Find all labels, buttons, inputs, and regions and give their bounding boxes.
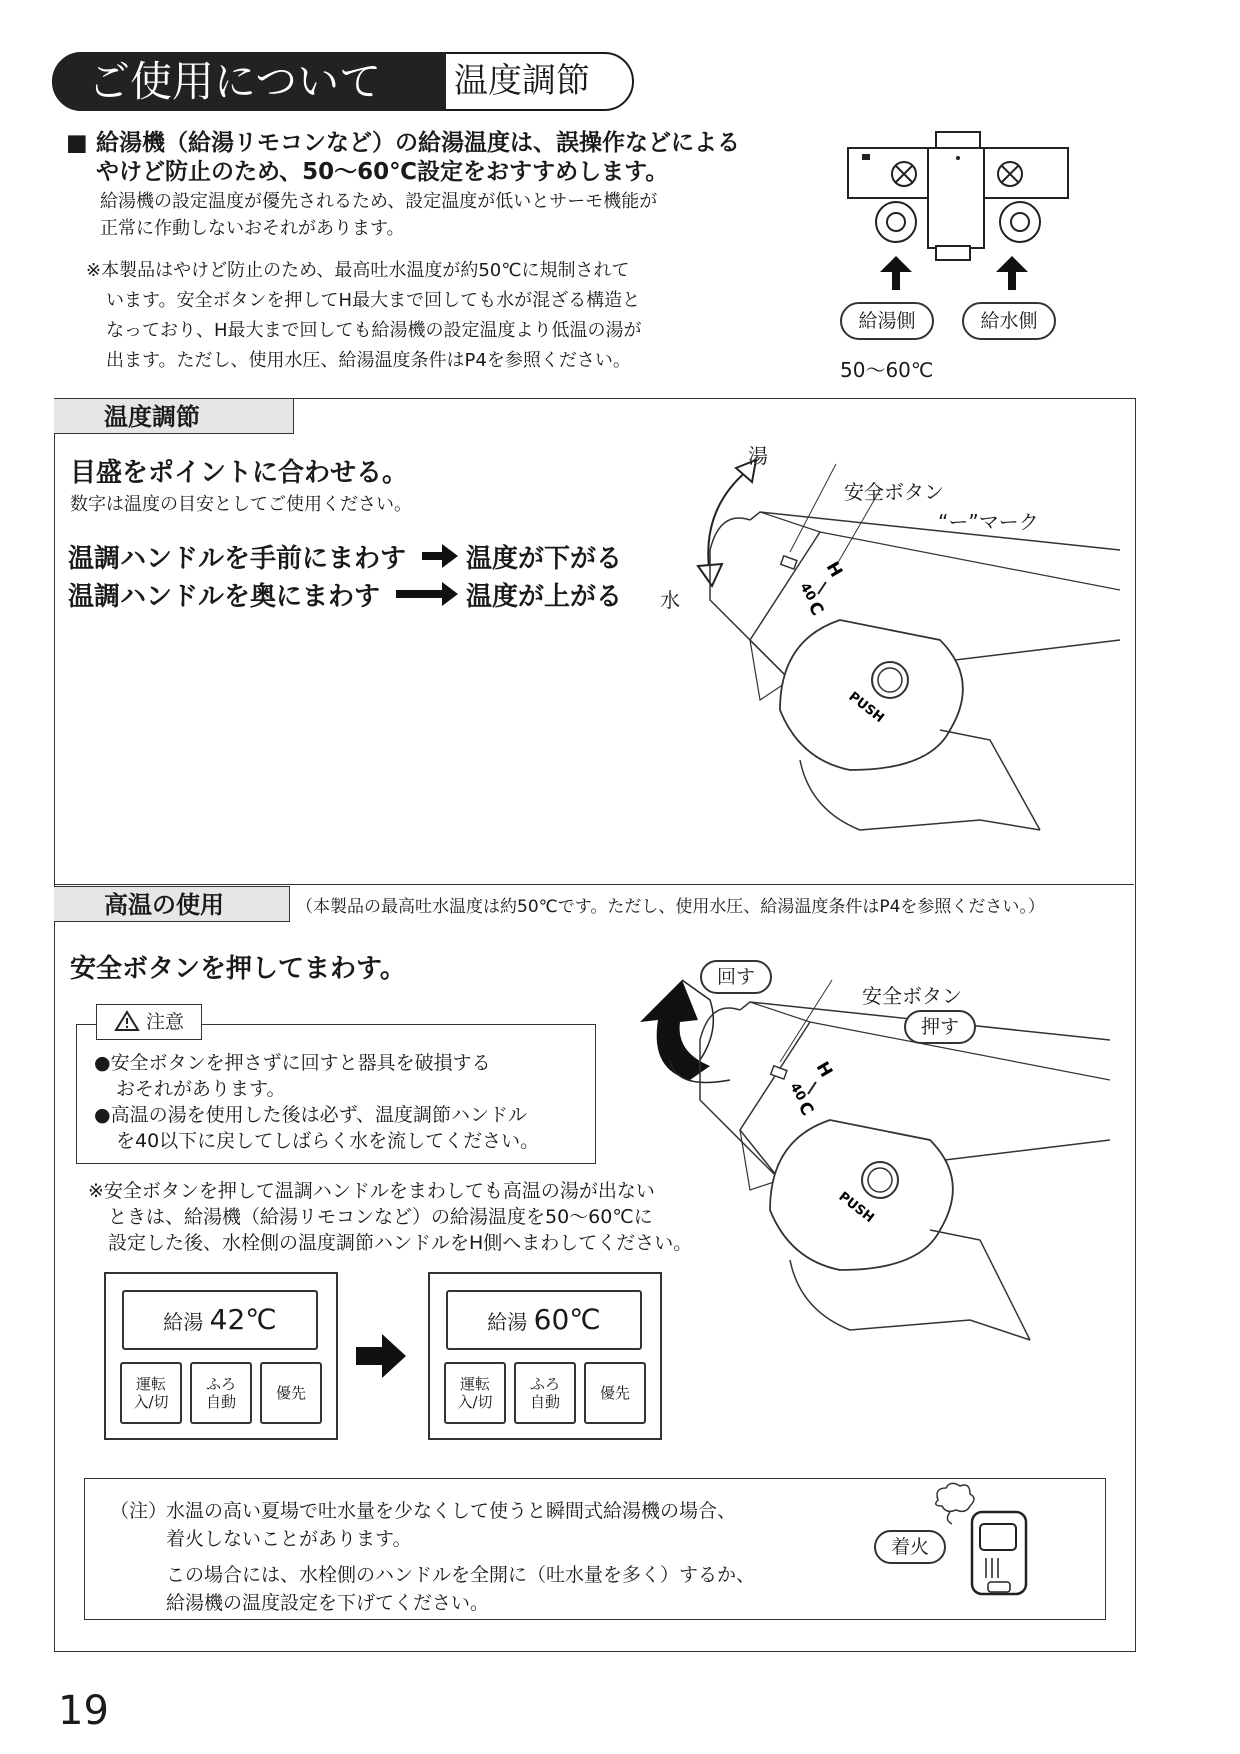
high-temp-note3: 設定した後、水栓側の温度調節ハンドルをH側へまわしてください。	[108, 1232, 693, 1254]
hot-dir-label: 湯	[748, 444, 768, 468]
section-divider	[54, 884, 1134, 885]
btn-power-top: 運転	[459, 1375, 490, 1393]
intro-line1: 給湯機（給湯リモコンなど）の給湯温度は、誤操作などによる	[96, 130, 740, 156]
intro-note1: ※本製品はやけど防止のため、最高吐水温度が約50℃に規制されて	[86, 260, 630, 281]
bottom-note-line4: 給湯機の温度設定を下げてください。	[166, 1592, 490, 1614]
btn-priority: 優先	[275, 1384, 306, 1402]
btn-power-bottom: 入/切	[133, 1393, 169, 1411]
remote-after-bath-button	[514, 1362, 576, 1424]
bottom-note-prefix: （注）	[110, 1500, 168, 1522]
safety-button-icon	[781, 556, 797, 569]
dial-40-2: 40	[786, 1080, 809, 1104]
safety-button-label-2: 安全ボタン	[862, 984, 962, 1008]
btn-priority: 優先	[599, 1384, 630, 1402]
dial-c: C	[803, 598, 828, 620]
caution-title-text: 注意	[146, 1011, 185, 1033]
remote-before-priority-button	[260, 1362, 322, 1424]
temp-sub: 数字は温度の目安としてご使用ください。	[70, 494, 412, 515]
remote-before-screen	[122, 1290, 318, 1350]
remote-after-label: 給湯	[487, 1310, 528, 1334]
up-arrows	[858, 254, 1048, 294]
hot-side-label: 給湯側	[840, 302, 934, 340]
safety-button-label-1: 安全ボタン	[844, 480, 944, 504]
rule2-left: 温調ハンドルを奥にまわす	[68, 582, 381, 612]
warning-triangle-icon	[114, 1010, 140, 1032]
high-temp-note1: ※安全ボタンを押して温調ハンドルをまわしても高温の湯が出ない	[88, 1180, 655, 1202]
remote-before	[104, 1272, 338, 1440]
high-temp-note2: ときは、給湯機（給湯リモコンなど）の給湯温度を50〜60℃に	[108, 1206, 653, 1228]
cold-side-label: 給水側	[962, 302, 1056, 340]
bottom-note-line1: 水温の高い夏場で吐水量を少なくして使うと瞬間式給湯機の場合、	[166, 1500, 737, 1522]
page-number: 19	[58, 1688, 109, 1734]
cold-up-arrow-icon	[996, 256, 1028, 290]
remote-arrow-icon	[356, 1334, 406, 1378]
temp-section-tab: 温度調節	[54, 398, 294, 434]
caution-title	[96, 1004, 202, 1040]
rule1-arrow-icon	[422, 544, 458, 568]
bottom-note-line3: この場合には、水栓側のハンドルを全開に（吐水量を多く）するか、	[166, 1564, 756, 1586]
page-title: ご使用について	[52, 52, 446, 111]
remote-after-screen	[446, 1290, 642, 1350]
page-subtitle: 温度調節	[454, 61, 590, 101]
btn-power-bottom: 入/切	[457, 1393, 493, 1411]
high-temp-heading: 安全ボタンを押してまわす。	[70, 954, 406, 984]
remote-before-bath-button	[190, 1362, 252, 1424]
push-label-2: PUSH	[835, 1189, 877, 1226]
dial-40: 40	[796, 580, 819, 604]
remote-after-priority-button	[584, 1362, 646, 1424]
remote-before-power-button	[120, 1362, 182, 1424]
safety-button-icon	[771, 1066, 787, 1079]
cold-dir-label: 水	[660, 588, 680, 612]
rotate-label: 回す	[700, 960, 772, 994]
high-temp-section-tab: 高温の使用	[54, 886, 290, 922]
push-label: PUSH	[845, 689, 887, 726]
faucet-illustration	[840, 130, 1080, 270]
handle-illustration-2	[610, 960, 1110, 1350]
intro-line2: やけど防止のため、50〜60℃設定をおすすめします。	[96, 159, 669, 185]
temp-range: 50〜60℃	[840, 358, 934, 382]
temp-heading: 目盛をポイントに合わせる。	[70, 458, 409, 488]
btn-bath-top: ふろ	[205, 1375, 236, 1393]
remote-after	[428, 1272, 662, 1440]
ignition-label: 着火	[874, 1530, 946, 1564]
rule1-right: 温度が下がる	[466, 544, 623, 574]
remote-after-value: 60℃	[533, 1303, 601, 1336]
water-heater-icon	[930, 1482, 1040, 1602]
intro-note2: います。安全ボタンを押してH最大まで回しても水が混ざる構造と	[106, 290, 641, 311]
rule2-arrow-icon	[396, 582, 458, 606]
caution1a: ●安全ボタンを押さずに回すと器具を破損する	[94, 1052, 491, 1074]
remote-before-label: 給湯	[163, 1310, 204, 1334]
press-label: 押す	[904, 1010, 976, 1044]
remote-before-value: 42℃	[209, 1303, 277, 1336]
btn-bath-bottom: 自動	[529, 1393, 560, 1411]
intro-note3: なっており、H最大まで回しても給湯機の設定温度より低温の湯が	[106, 320, 642, 341]
caution1b: おそれがあります。	[116, 1078, 286, 1100]
btn-bath-bottom: 自動	[205, 1393, 236, 1411]
intro-sub1: 給湯機の設定温度が優先されるため、設定温度が低いとサーモ機能が	[100, 191, 658, 212]
dial-h: H	[821, 558, 847, 581]
caution2a: ●高温の湯を使用した後は必ず、温度調節ハンドル	[94, 1104, 528, 1126]
intro-note4: 出ます。ただし、使用水圧、給湯温度条件はP4を参照ください。	[106, 350, 631, 371]
high-temp-tab-note: （本製品の最高吐水温度は約50℃です。ただし、使用水圧、給湯温度条件はP4を参照ください。）	[296, 897, 1045, 917]
caution2b: を40以下に戻してしばらく水を流してください。	[116, 1130, 540, 1152]
steam-cloud-icon	[936, 1483, 974, 1511]
remote-after-power-button	[444, 1362, 506, 1424]
btn-bath-top: ふろ	[529, 1375, 560, 1393]
bottom-note-line2: 着火しないことがあります。	[166, 1528, 412, 1550]
dial-h-2: H	[811, 1058, 837, 1081]
intro-bullet: ■	[66, 130, 88, 156]
btn-power-top: 運転	[135, 1375, 166, 1393]
dial-c-2: C	[793, 1098, 818, 1120]
mark-label: “ー”マーク	[938, 510, 1039, 534]
rule1-left: 温調ハンドルを手前にまわす	[68, 544, 407, 574]
intro-sub2: 正常に作動しないおそれがあります。	[100, 218, 405, 239]
hot-up-arrow-icon	[880, 256, 912, 290]
rule2-right: 温度が上がる	[466, 582, 623, 612]
